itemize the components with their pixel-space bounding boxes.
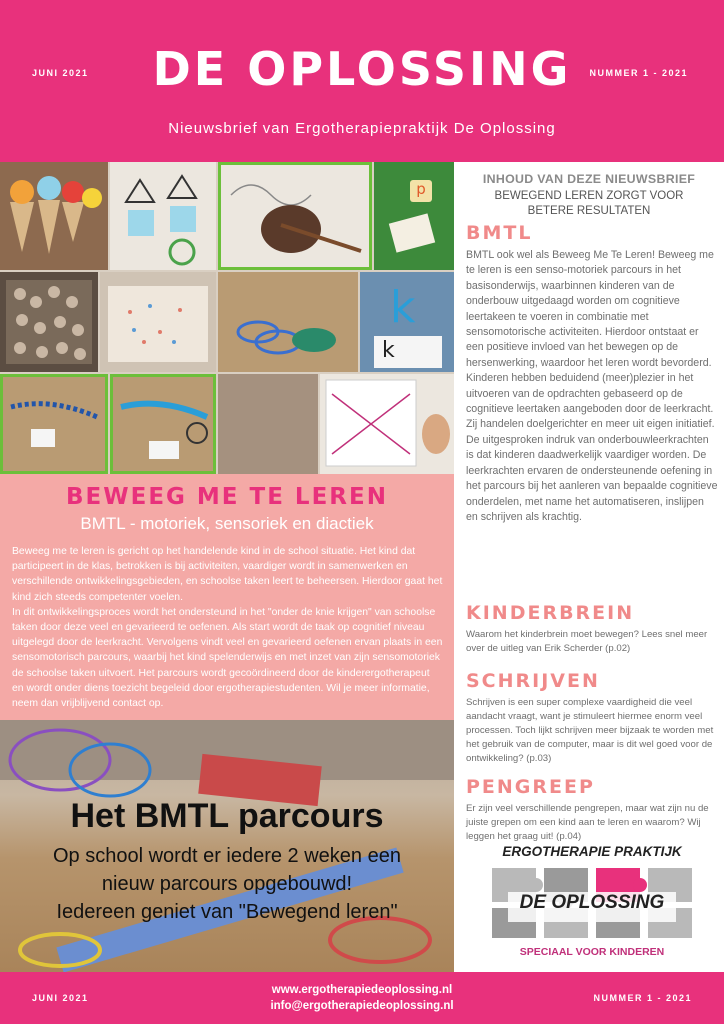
tiles-floor-photo — [218, 374, 318, 474]
parcours-title: Het BMTL parcours — [70, 797, 384, 835]
header-issue-number: NUMMER 1 - 2021 — [589, 68, 688, 78]
logo-name: DE OPLOSSING — [519, 892, 665, 913]
contents-subheading: BETERE RESULTATEN — [527, 205, 651, 217]
article-paragraph: In dit ontwikkelingsproces wordt het ondersteund in het "onder de knie krijgen" van schoolse taken door deze veel en gevarieerd te oefenen. Als start wordt de taak op cognitief niveau uitgelegd door de leerkracht. Vervolgens vindt veel en gevarieerd oefenen ervan plaats in een sensomotorisch parcours, waarbij het kind spelenderwijs en met inzet van zijn sensomotoriek de schoolse taken uitvoert. Het parcours wordt gecoördineerd door de kinderergotherapeut en wordt onder diens toezicht begeleid door ergotherapiestudenten. Wil je meer informatie, neem dan vrijblijvend contact op. — [12, 606, 443, 710]
section-title-bmtl: BMTL — [466, 222, 533, 244]
parcours-caption-line: nieuw parcours opgebouwd! — [101, 873, 353, 895]
article-subtitle: BMTL - motoriek, sensoriek en diactiek — [80, 514, 374, 533]
letter-p-card: p — [410, 180, 432, 202]
footer-email-link[interactable]: info@ergotherapiedeoplossing.nl — [270, 1000, 454, 1012]
article-paragraph: Beweeg me te leren is gericht op het handelende kind in de school situatie. Het kind dat participeert in de klas, betrokken is bij activiteiten, vaardiger wordt in samenwerken en verschillende ontwikkelingsgebieden, en schoolse taken leert te beheersen. Hierdoor gaat het kind zich steeds competenter voelen. — [12, 546, 443, 603]
pencil-writing-photo — [218, 162, 372, 270]
ice-cream-letters-photo — [0, 162, 108, 270]
child-on-floor-photo — [218, 272, 358, 372]
letter-beads-photo — [110, 374, 216, 474]
photo-collage — [0, 162, 454, 474]
letter-p-card-photo — [374, 162, 454, 270]
newsletter-title: DE OPLOSSING — [152, 42, 572, 96]
parcours-photo — [0, 720, 454, 972]
newsletter-subtitle: Nieuwsbrief van Ergotherapiepraktijk De Oplossing — [168, 120, 556, 137]
rabbit-card — [374, 336, 442, 368]
footer-website-link[interactable]: www.ergotherapiedeoplossing.nl — [271, 984, 453, 996]
parcours-caption-line: Iedereen geniet van "Bewegend leren" — [56, 901, 398, 923]
contents-subheading: BEWEGEND LEREN ZORGT VOOR — [494, 190, 684, 202]
parcours-caption-line: Op school wordt er iedere 2 weken een — [53, 845, 401, 867]
section-text-schrijven: Schrijven is een super complexe vaardigheid die veel aandacht vraagt, want je stimuleert hiermee enorm veel processen. Toch lijkt schrijven meer bijzaak te worden met het gebruik van de computer, maar is dit wel goed voor de ontwikkeling? (p.03) — [466, 697, 714, 764]
footer-banner — [0, 972, 724, 1024]
stones-tray-photo — [0, 272, 98, 372]
section-text-kinderbrein: Waarom het kinderbrein moet bewegen? Lees snel meer over de uitleg van Erik Scherder (p.02) — [466, 629, 708, 654]
letter-k-card-photo — [360, 272, 454, 372]
section-text-pengreep: Er zijn veel verschillende pengrepen, maar wat zijn nu de juiste grepen om een kind aan te leren en waarom? Wij leggen het graag uit! (p.04) — [466, 803, 709, 842]
worksheet-photo — [320, 374, 454, 474]
contents-heading: INHOUD VAN DEZE NIEUWSBRIEF — [482, 172, 696, 186]
section-text-bmtl: BMTL ook wel als Beweeg Me Te Leren! Beweeg me te leren is een senso-motoriek parcours in het basisonderwijs, waarbinnen kinderen van de onderbouw uitgedaagd worden om cognitieve leertakeen te voeren in combinatie met sensomotorische activiteiten. Hierdoor ontstaat er een positieve invloed van het bewegen op de hersenwerking, waardoor het leren wordt bevorderd. Kinderen hebben beduidend (meer)plezier in het uitvoeren van de opdrachten gebaseerd op de cognitieve leertaken aangeboden door de leerkracht. Zij handelen doelgerichter en meer uit eigen initiatief. De uitgesproken indruk van onderbouwleerkrachten is dat kinderen daadwerkelijk vaardiger worden. De leerkrachten ervaren de ondersteunende oefening in het parcours bij het aanleren van bepaalde cognitieve onderdelen, met name het automatiseren, inslijpen en schrijven als krachtig. — [466, 249, 718, 523]
logo-tagline: SPECIAAL VOOR KINDEREN — [519, 946, 665, 958]
rice-tray-photo — [100, 272, 216, 372]
bead-letters-photo — [0, 374, 108, 474]
letter-k-blue: k — [390, 282, 416, 333]
picture-card — [389, 213, 435, 252]
section-title-schrijven: SCHRIJVEN — [466, 670, 600, 692]
letter-k-card: k — [382, 338, 395, 363]
footer-date: JUNI 2021 — [32, 993, 89, 1003]
contents-sidebar — [454, 162, 724, 972]
article-body — [12, 544, 444, 711]
header-banner — [0, 0, 724, 162]
section-title-kinderbrein: KINDERBREIN — [466, 602, 635, 624]
footer-issue-number: NUMMER 1 - 2021 — [593, 993, 692, 1003]
section-title-pengreep: PENGREEP — [466, 776, 595, 798]
header-date: JUNI 2021 — [32, 68, 89, 78]
article-title: BEWEEG ME TE LEREN — [66, 484, 388, 510]
practice-logo — [474, 844, 710, 962]
main-article — [0, 474, 454, 720]
logo-top-text: ERGOTHERAPIE PRAKTIJK — [502, 844, 682, 859]
shapes-cards-photo — [110, 162, 216, 270]
